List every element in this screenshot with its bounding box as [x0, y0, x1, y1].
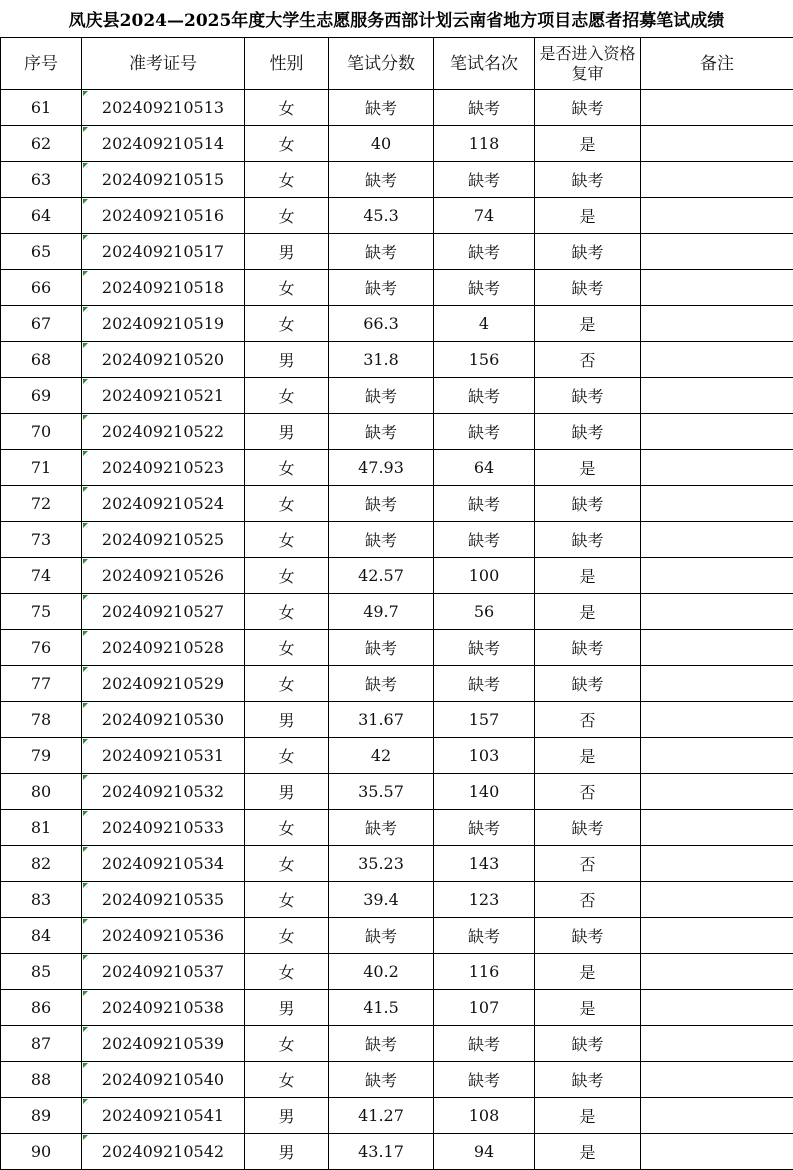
- gender-cell: 女: [245, 270, 329, 306]
- seq-cell: 81: [1, 810, 82, 846]
- seq-cell: 65: [1, 234, 82, 270]
- table-row: [1, 198, 793, 234]
- column-header-gender: 性别: [245, 38, 329, 90]
- table-row: [1, 1062, 793, 1098]
- review-cell: 缺考: [535, 666, 641, 702]
- gender-cell: 女: [245, 630, 329, 666]
- rank-cell: 缺考: [434, 162, 535, 198]
- seq-cell: 79: [1, 738, 82, 774]
- gender-cell: 女: [245, 594, 329, 630]
- remarks-cell: [641, 738, 793, 774]
- exam-id-cell: 202409210521: [82, 378, 245, 414]
- remarks-cell: [641, 630, 793, 666]
- remarks-cell: [641, 1062, 793, 1098]
- exam-id-cell: 202409210523: [82, 450, 245, 486]
- rank-cell: 100: [434, 558, 535, 594]
- table-row: [1, 234, 793, 270]
- review-cell: 否: [535, 702, 641, 738]
- seq-cell: 83: [1, 882, 82, 918]
- exam-id-cell: 202409210534: [82, 846, 245, 882]
- rank-cell: 4: [434, 306, 535, 342]
- review-cell: 否: [535, 882, 641, 918]
- rank-cell: 64: [434, 450, 535, 486]
- exam-id-cell: 202409210540: [82, 1062, 245, 1098]
- review-cell: 是: [535, 990, 641, 1026]
- rank-cell: 缺考: [434, 630, 535, 666]
- exam-id-cell: 202409210537: [82, 954, 245, 990]
- gender-cell: 女: [245, 90, 329, 126]
- seq-cell: 84: [1, 918, 82, 954]
- rank-cell: 缺考: [434, 1026, 535, 1062]
- seq-cell: 71: [1, 450, 82, 486]
- gender-cell: 男: [245, 990, 329, 1026]
- rank-cell: 103: [434, 738, 535, 774]
- rank-cell: 107: [434, 990, 535, 1026]
- seq-cell: 86: [1, 990, 82, 1026]
- remarks-cell: [641, 918, 793, 954]
- table-row: [1, 558, 793, 594]
- review-cell: 缺考: [535, 486, 641, 522]
- seq-cell: 72: [1, 486, 82, 522]
- remarks-cell: [641, 990, 793, 1026]
- score-table: [0, 37, 793, 1170]
- rank-cell: 108: [434, 1098, 535, 1134]
- score-cell: 缺考: [329, 522, 434, 558]
- remarks-cell: [641, 378, 793, 414]
- seq-cell: 63: [1, 162, 82, 198]
- exam-id-cell: 202409210533: [82, 810, 245, 846]
- seq-cell: 78: [1, 702, 82, 738]
- table-row: [1, 486, 793, 522]
- score-cell: 43.17: [329, 1134, 434, 1170]
- exam-id-cell: 202409210517: [82, 234, 245, 270]
- seq-cell: 66: [1, 270, 82, 306]
- score-cell: 缺考: [329, 630, 434, 666]
- review-cell: 是: [535, 450, 641, 486]
- gender-cell: 女: [245, 522, 329, 558]
- review-cell: 缺考: [535, 810, 641, 846]
- rank-cell: 缺考: [434, 810, 535, 846]
- seq-cell: 74: [1, 558, 82, 594]
- remarks-cell: [641, 702, 793, 738]
- seq-cell: 80: [1, 774, 82, 810]
- seq-cell: 87: [1, 1026, 82, 1062]
- remarks-cell: [641, 1026, 793, 1062]
- score-cell: 31.67: [329, 702, 434, 738]
- table-row: [1, 450, 793, 486]
- seq-cell: 70: [1, 414, 82, 450]
- rank-cell: 缺考: [434, 1062, 535, 1098]
- score-cell: 42: [329, 738, 434, 774]
- gender-cell: 女: [245, 450, 329, 486]
- rank-cell: 140: [434, 774, 535, 810]
- review-cell: 是: [535, 558, 641, 594]
- table-row: [1, 162, 793, 198]
- exam-id-cell: 202409210526: [82, 558, 245, 594]
- review-cell: 缺考: [535, 90, 641, 126]
- gender-cell: 女: [245, 738, 329, 774]
- table-row: [1, 882, 793, 918]
- exam-id-cell: 202409210524: [82, 486, 245, 522]
- seq-cell: 89: [1, 1098, 82, 1134]
- seq-cell: 62: [1, 126, 82, 162]
- remarks-cell: [641, 666, 793, 702]
- exam-id-cell: 202409210513: [82, 90, 245, 126]
- review-cell: 是: [535, 954, 641, 990]
- exam-id-cell: 202409210542: [82, 1134, 245, 1170]
- score-cell: 35.23: [329, 846, 434, 882]
- rank-cell: 缺考: [434, 270, 535, 306]
- exam-id-cell: 202409210528: [82, 630, 245, 666]
- document-title: 凤庆县2024—2025年度大学生志愿服务西部计划云南省地方项目志愿者招募笔试成绩: [0, 0, 793, 37]
- review-cell: 是: [535, 306, 641, 342]
- exam-id-cell: 202409210514: [82, 126, 245, 162]
- remarks-cell: [641, 198, 793, 234]
- gender-cell: 男: [245, 702, 329, 738]
- review-cell: 缺考: [535, 630, 641, 666]
- rank-cell: 156: [434, 342, 535, 378]
- score-cell: 缺考: [329, 666, 434, 702]
- review-cell: 缺考: [535, 522, 641, 558]
- review-cell: 缺考: [535, 378, 641, 414]
- remarks-cell: [641, 594, 793, 630]
- score-cell: 缺考: [329, 234, 434, 270]
- seq-cell: 61: [1, 90, 82, 126]
- score-cell: 41.27: [329, 1098, 434, 1134]
- rank-cell: 缺考: [434, 234, 535, 270]
- table-row: [1, 702, 793, 738]
- table-row: [1, 774, 793, 810]
- gender-cell: 女: [245, 666, 329, 702]
- exam-id-cell: 202409210518: [82, 270, 245, 306]
- gender-cell: 女: [245, 918, 329, 954]
- exam-id-cell: 202409210529: [82, 666, 245, 702]
- gender-cell: 男: [245, 414, 329, 450]
- rank-cell: 123: [434, 882, 535, 918]
- seq-cell: 82: [1, 846, 82, 882]
- seq-cell: 77: [1, 666, 82, 702]
- remarks-cell: [641, 810, 793, 846]
- score-cell: 45.3: [329, 198, 434, 234]
- table-row: [1, 414, 793, 450]
- exam-id-cell: 202409210516: [82, 198, 245, 234]
- rank-cell: 118: [434, 126, 535, 162]
- seq-cell: 68: [1, 342, 82, 378]
- table-body: [1, 90, 793, 1170]
- review-cell: 缺考: [535, 270, 641, 306]
- remarks-cell: [641, 486, 793, 522]
- review-cell: 缺考: [535, 234, 641, 270]
- remarks-cell: [641, 1134, 793, 1170]
- remarks-cell: [641, 162, 793, 198]
- rank-cell: 缺考: [434, 378, 535, 414]
- gender-cell: 女: [245, 378, 329, 414]
- table-row: [1, 522, 793, 558]
- gender-cell: 男: [245, 342, 329, 378]
- exam-id-cell: 202409210538: [82, 990, 245, 1026]
- gender-cell: 女: [245, 882, 329, 918]
- table-row: [1, 342, 793, 378]
- gender-cell: 女: [245, 198, 329, 234]
- column-header-remarks: 备注: [641, 38, 793, 90]
- gender-cell: 男: [245, 234, 329, 270]
- score-cell: 31.8: [329, 342, 434, 378]
- rank-cell: 74: [434, 198, 535, 234]
- review-cell: 缺考: [535, 1026, 641, 1062]
- table-row: [1, 810, 793, 846]
- score-cell: 39.4: [329, 882, 434, 918]
- score-cell: 缺考: [329, 378, 434, 414]
- remarks-cell: [641, 270, 793, 306]
- score-cell: 缺考: [329, 162, 434, 198]
- table-row: [1, 1098, 793, 1134]
- column-header-rank: 笔试名次: [434, 38, 535, 90]
- table-header-row: [1, 38, 793, 90]
- score-cell: 47.93: [329, 450, 434, 486]
- table-row: [1, 270, 793, 306]
- gender-cell: 男: [245, 774, 329, 810]
- exam-id-cell: 202409210539: [82, 1026, 245, 1062]
- table-row: [1, 378, 793, 414]
- table-row: [1, 954, 793, 990]
- remarks-cell: [641, 846, 793, 882]
- remarks-cell: [641, 126, 793, 162]
- score-cell: 40.2: [329, 954, 434, 990]
- review-cell: 缺考: [535, 918, 641, 954]
- remarks-cell: [641, 1098, 793, 1134]
- remarks-cell: [641, 882, 793, 918]
- remarks-cell: [641, 450, 793, 486]
- score-cell: 缺考: [329, 810, 434, 846]
- gender-cell: 女: [245, 846, 329, 882]
- gender-cell: 女: [245, 954, 329, 990]
- rank-cell: 缺考: [434, 486, 535, 522]
- rank-cell: 缺考: [434, 90, 535, 126]
- rank-cell: 缺考: [434, 522, 535, 558]
- exam-id-cell: 202409210532: [82, 774, 245, 810]
- score-cell: 缺考: [329, 270, 434, 306]
- table-row: [1, 918, 793, 954]
- gender-cell: 男: [245, 1098, 329, 1134]
- exam-id-cell: 202409210525: [82, 522, 245, 558]
- rank-cell: 缺考: [434, 918, 535, 954]
- table-row: [1, 306, 793, 342]
- column-header-seq: 序号: [1, 38, 82, 90]
- review-cell: 是: [535, 594, 641, 630]
- exam-id-cell: 202409210531: [82, 738, 245, 774]
- gender-cell: 女: [245, 558, 329, 594]
- gender-cell: 女: [245, 810, 329, 846]
- seq-cell: 90: [1, 1134, 82, 1170]
- remarks-cell: [641, 558, 793, 594]
- score-cell: 40: [329, 126, 434, 162]
- score-cell: 缺考: [329, 1026, 434, 1062]
- remarks-cell: [641, 414, 793, 450]
- exam-id-cell: 202409210536: [82, 918, 245, 954]
- seq-cell: 67: [1, 306, 82, 342]
- score-cell: 缺考: [329, 1062, 434, 1098]
- review-cell: 缺考: [535, 414, 641, 450]
- seq-cell: 88: [1, 1062, 82, 1098]
- seq-cell: 64: [1, 198, 82, 234]
- table-row: [1, 738, 793, 774]
- table-row: [1, 594, 793, 630]
- rank-cell: 143: [434, 846, 535, 882]
- score-cell: 缺考: [329, 90, 434, 126]
- gender-cell: 女: [245, 1026, 329, 1062]
- table-row: [1, 90, 793, 126]
- table-row: [1, 1134, 793, 1170]
- score-cell: 缺考: [329, 918, 434, 954]
- column-header-review: 是否进入资格复审: [535, 38, 641, 90]
- rank-cell: 56: [434, 594, 535, 630]
- gender-cell: 女: [245, 1062, 329, 1098]
- remarks-cell: [641, 954, 793, 990]
- table-row: [1, 666, 793, 702]
- table-row: [1, 1026, 793, 1062]
- remarks-cell: [641, 306, 793, 342]
- exam-id-cell: 202409210541: [82, 1098, 245, 1134]
- score-cell: 66.3: [329, 306, 434, 342]
- seq-cell: 73: [1, 522, 82, 558]
- table-row: [1, 630, 793, 666]
- score-cell: 49.7: [329, 594, 434, 630]
- review-cell: 否: [535, 342, 641, 378]
- exam-id-cell: 202409210519: [82, 306, 245, 342]
- review-cell: 否: [535, 846, 641, 882]
- review-cell: 是: [535, 126, 641, 162]
- remarks-cell: [641, 90, 793, 126]
- remarks-cell: [641, 342, 793, 378]
- seq-cell: 69: [1, 378, 82, 414]
- review-cell: 是: [535, 1134, 641, 1170]
- column-header-exam-id: 准考证号: [82, 38, 245, 90]
- gender-cell: 女: [245, 126, 329, 162]
- seq-cell: 75: [1, 594, 82, 630]
- seq-cell: 85: [1, 954, 82, 990]
- exam-id-cell: 202409210530: [82, 702, 245, 738]
- table-row: [1, 846, 793, 882]
- review-cell: 是: [535, 1098, 641, 1134]
- score-cell: 41.5: [329, 990, 434, 1026]
- seq-cell: 76: [1, 630, 82, 666]
- table-row: [1, 990, 793, 1026]
- gender-cell: 女: [245, 486, 329, 522]
- review-cell: 是: [535, 738, 641, 774]
- rank-cell: 缺考: [434, 666, 535, 702]
- score-cell: 35.57: [329, 774, 434, 810]
- rank-cell: 94: [434, 1134, 535, 1170]
- exam-id-cell: 202409210520: [82, 342, 245, 378]
- review-cell: 是: [535, 198, 641, 234]
- score-cell: 缺考: [329, 486, 434, 522]
- exam-id-cell: 202409210535: [82, 882, 245, 918]
- rank-cell: 缺考: [434, 414, 535, 450]
- exam-id-cell: 202409210522: [82, 414, 245, 450]
- score-cell: 缺考: [329, 414, 434, 450]
- column-header-score: 笔试分数: [329, 38, 434, 90]
- remarks-cell: [641, 522, 793, 558]
- gender-cell: 女: [245, 162, 329, 198]
- review-cell: 缺考: [535, 1062, 641, 1098]
- exam-id-cell: 202409210515: [82, 162, 245, 198]
- gender-cell: 男: [245, 1134, 329, 1170]
- gender-cell: 女: [245, 306, 329, 342]
- review-cell: 否: [535, 774, 641, 810]
- rank-cell: 157: [434, 702, 535, 738]
- review-cell: 缺考: [535, 162, 641, 198]
- remarks-cell: [641, 234, 793, 270]
- table-row: [1, 126, 793, 162]
- remarks-cell: [641, 774, 793, 810]
- rank-cell: 116: [434, 954, 535, 990]
- exam-id-cell: 202409210527: [82, 594, 245, 630]
- score-cell: 42.57: [329, 558, 434, 594]
